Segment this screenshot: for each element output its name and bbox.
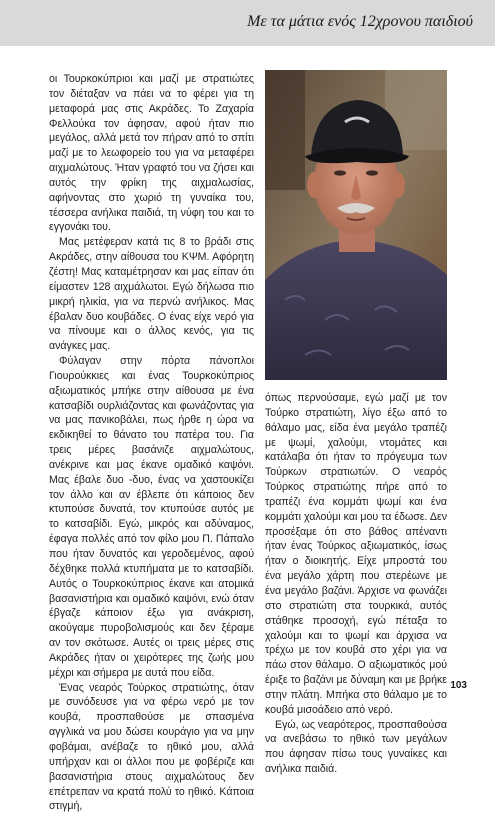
left-text-column — [49, 72, 254, 814]
portrait-illustration — [265, 70, 447, 380]
page-number: 103 — [450, 680, 467, 691]
running-header — [0, 0, 495, 46]
portrait-photo — [265, 70, 447, 380]
paragraph: Ένας νεαρός Τούρκος στρατιώτης, όταν με συνόδευσε για να φέρω νερό με τον κουβά, προσπαθούσε με σπασμένα αγγλικά να μου δώσει κουράγιο για να μην φοβάμαι, ανέβαζε το ηθικό μου, αλλά υπήρχαν και οι άλλοι που με φοβέριζε και βασανιστήρια στους αιχμαλώτους δεν επέτρεπαν να κρατά πολύ το ηθικό. Κάποια στιγμή, — [49, 681, 254, 813]
paragraph: Φύλαγαν στην πόρτα πάνοπλοι Γιουρούκκιες και ένας Τουρκοκύπριος αξιωματικός μπήκε στην αίθουσα με ένα κατσαβίδι ουρλιάζοντας και φωνάζοντας για να μας πανικοβάλει, πως ήρθε η ώρα να εκδικηθεί το θάνατο του πατέρα του. Για τρεις μέρες βασάνιζε αιχμαλώτους, ανέκρινε και μας έκανε ομαδικό καψόνι. Μας έβαλε δυο -δυο, ένας να χαστουκίζει τον άλλο και αν έβλεπε ότι κάποιος δεν κτυπούσε δυνατά, τον κτυπούσε αυτός με το κατσαβίδι. Εγώ, μικρός και αδύναμος, έφαγα πολλές από τον φίλο μου Π. Πάπαλο που ήταν δυνατός και γεροδεμένος, αφού δέχθηκε πολλά κτυπήματα με το κατσαβίδι. Αυτός ο Τουρκοκύπριος έκανε και ατομικά βασανιστήρια και ομαδικό καψόνι, ενώ όταν έβγαζε κάποιον έξω για ανάκριση, ακούγαμε πυροβολισμούς και δεν ξέραμε αν τον σκότωσε. Αυτές οι τρεις μέρες στις Ακράδες ήταν οι χειρότερες της ζωής μου μέχρι και σήμερα με αυτά που είδα. — [49, 355, 254, 679]
paragraph: οι Τουρκοκύπριοι και μαζί με στρατιώτες τον διέταξαν να πάει να το φέρει για τη μεταφορά μας στις Ακράδες. Το Ζαχαρία Φελλούκα τον άφησαν, αφού ήταν πιο μεγάλος, αλλά μετά τον πήραν από το σπίτι μαζί με το λεωφορείο του για να μεταφέρει αιχμαλώτους. Ήταν γραφτό του να ζήσει και αυτός την φρίκη της αιχμαλωσίας, αφήνοντας στο χωριό τη γυναίκα του, τέσσερα ανήλικα παιδιά, τη νύφη του και το εγγονάκι του. — [49, 73, 254, 234]
paragraph: Μας μετέφεραν κατά τις 8 το βράδι στις Ακράδες, στην αίθουσα του ΚΨΜ. Αφόρητη ζέστη! Μας καταμέτρησαν και μας είπαν ότι είμαστεν 128 αιχμάλωτοι. Εγώ δήλωσα πιο μικρή ηλικία, για να περνώ ανήλικος. Μας έβαλαν δυο κουβάδες. Ο ένας είχε νερό για να πίνουμε και ο άλλος κενός, για τις ανάγκες μας. — [49, 236, 254, 353]
header-title: Με τα μάτια ενός 12χρονου παιδιού — [247, 13, 473, 30]
paragraph: Εγώ, ως νεαρότερος, προσπαθούσα να ανεβάσω το ηθικό των μεγάλων που άφησαν πίσω τους γυναίκες και ανήλικα παιδιά. — [265, 718, 447, 776]
right-text-column — [265, 391, 447, 777]
paragraph: όπως περνούσαμε, εγώ μαζί με τον Τούρκο στρατιώτη, λίγο έξω από το θάλαμο μας, είδα ένα μεγάλο τραπέζι με ψωμί, χαλούμι, ντομάτες και κατάλαβα ότι ήταν το πρόγευμα των Τούρκων στρατιωτών. Ο νεαρός Τούρκος στρατιώτης πήρε από το τραπέζι ένα κομμάτι ψωμί και ένα κομμάτι χαλούμι και μου τα έδωσε. Δεν προσέξαμε ότι στο βάθος απέναντι ήταν ένας Τούρκος αξιωματικός, ίσως ήταν ο διοικητής. Είχε μπροστά του ένα μεγάλο χάρτη που στερέωνε με ένα μεγάλο βαζάνι. Άρχισε να φωνάζει στο στρατιώτη στα τουρκικά, αυτός στάθηκε προσοχή, εγώ πέταξα το χαλούμι και το ψωμί και άρχισα να τρέχω με τον κουβά στο χέρι για να πάω στον θάλαμο. Ο αξιωματικός μού έριξε το βαζάνι με δύναμη και με βρήκε στην πλάτη. Μπήκα στο θάλαμο με το κουβά μισοάδειο από νερό. — [265, 392, 447, 716]
